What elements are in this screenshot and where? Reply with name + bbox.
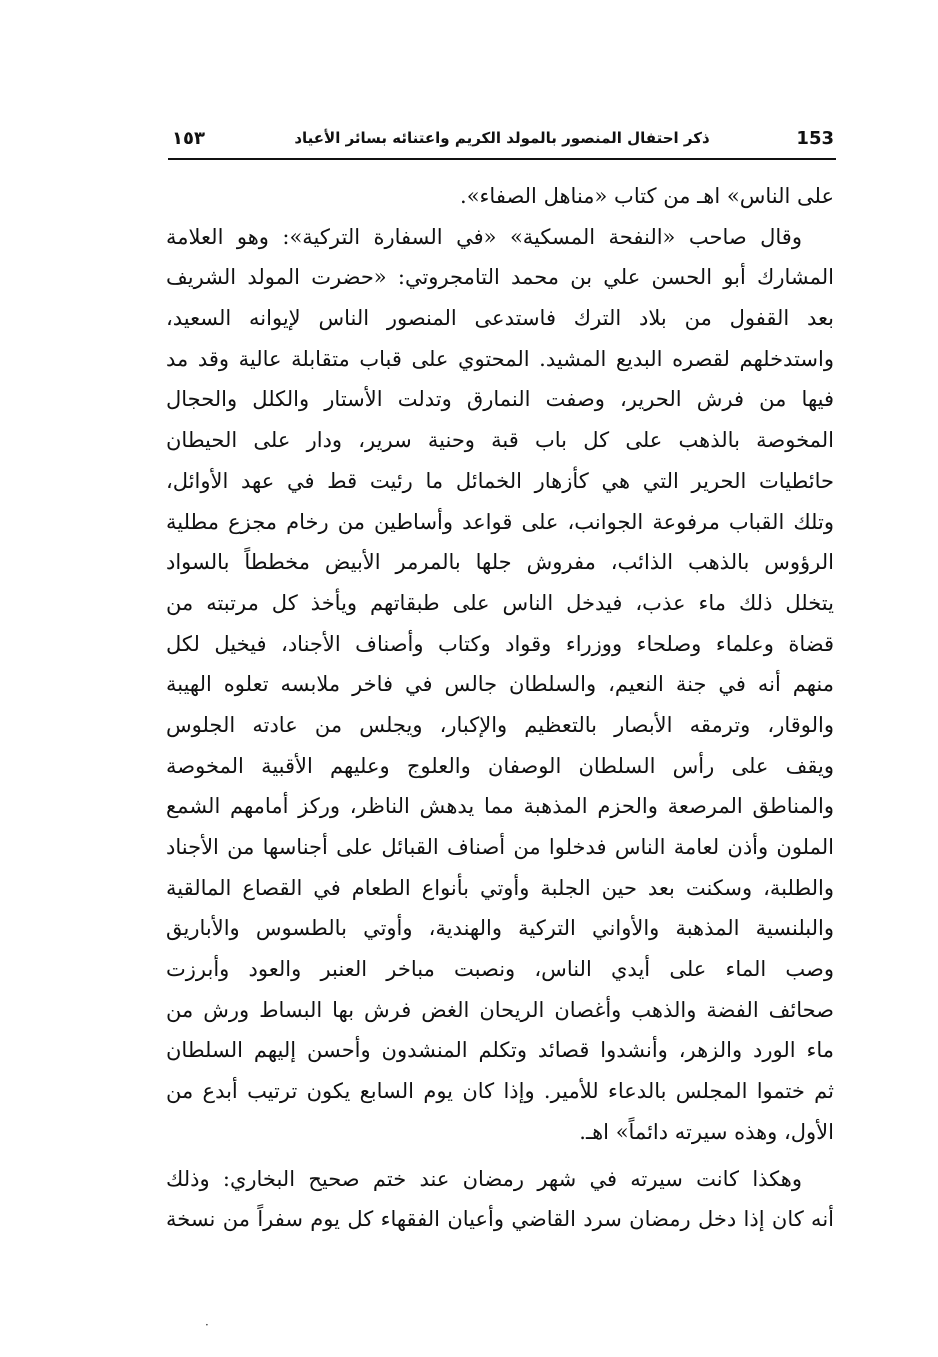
text-line: وتلك القباب مرفوعة الجوانب، على قواعد وأساطين من رخام مجزع مطلية — [166, 509, 834, 534]
text-line: والمناطق المرصعة والحزم المذهبة مما يدهش الناظر، وركز أمامهم الشمع — [166, 794, 834, 819]
text-line: فيها من فرش الحرير، وصفت النمارق وتدلت الأستار والكلل والحجال — [166, 387, 834, 412]
text-line: ثم ختموا المجلس بالدعاء للأمير. وإذا كان يوم السابع يكون ترتيب أبدع من — [166, 1079, 834, 1104]
text-line: والبلنسية المذهبة والأواني التركية والهندية، وأوتي بالطسوس والأباريق — [166, 916, 834, 941]
text-line: وهكذا كانت سيرته في شهر رمضان عند ختم صحيح البخاري: وذلك — [166, 1166, 802, 1191]
text-line: واستدخلهم لقصره البديع المشيد. المحتوي على قباب متقابلة عالية وقد مد — [166, 346, 834, 371]
text-line: المشارك أبو الحسن علي بن محمد التامجروتي: «حضرت المولد الشريف — [166, 265, 834, 290]
text-line: منهم أنه في جنة النعيم، والسلطان جالس في فاخر ملابسه تعلوه الهيبة — [166, 672, 834, 697]
text-line: وقال صاحب «النفحة المسكية» «في السفارة التركية»: وهو العلامة — [166, 224, 802, 249]
text-line: ماء الورد والزهر، وأنشدوا قصائد وتكلم المنشدون وأحسن إليهم السلطان — [166, 1038, 834, 1063]
page-number-arabic: ١٥٣ — [172, 128, 205, 149]
text-line: صحائف الفضة والذهب وأغصان الريحان الغض فرش بها البساط ورش من — [166, 997, 834, 1022]
text-line: الرؤوس بالذهب الذائب، مفروش جلها بالمرمر الأبيض مخططاً بالسواد — [166, 550, 834, 575]
running-title: ذكر احتفال المنصور بالمولد الكريم واعتنائه بسائر الأعياد — [294, 129, 710, 147]
text-line: قضاة وعلماء وصلحاء ووزراء وقواد وكتاب وأصناف الأجناد، فيخيل لكل — [166, 631, 834, 656]
text-line: والطلبة، وسكنت بعد حين الجلبة وأوتي بأنواع الطعام في القصاع المالقية — [166, 875, 834, 900]
text-line: يتخلل ذلك ماء عذب، فيدخل الناس على طبقاتهم ويأخذ كل مرتبته من — [166, 590, 834, 615]
text-line: المخوصة بالذهب على كل باب قبة وحنية سرير، ودار على الحيطان — [166, 428, 834, 453]
text-line: أنه كان إذا دخل رمضان سرد القاضي وأعيان الفقهاء كل يوم سفراً من نسخة — [166, 1207, 834, 1232]
text-line: على الناس» اهـ من كتاب «مناهل الصفاء». — [460, 184, 834, 208]
body-text — [166, 176, 834, 1240]
text-line: ويقف على رأس السلطان الوصفان والعلوج وعليهم الأقبية المخوصة — [166, 753, 834, 778]
text-line: بعد القفول من بلاد الترك فاستدعى المنصور الناس لإيوانه السعيد، — [166, 306, 834, 331]
text-line: وصب الماء على أيدي الناس، ونصبت مباخر العنبر والعود وأبرزت — [166, 957, 834, 982]
page-header — [168, 122, 836, 160]
text-line: والوقار، وترمقه الأبصار بالتعظيم والإكبار، ويجلس من عادته الجلوس — [166, 712, 834, 737]
text-line: الملون وأذن لعامة الناس فدخلوا من أصناف القبائل على أجناسها من الأجناد — [166, 835, 834, 859]
text-line: الأول، وهذه سيرته دائماً» اهـ. — [579, 1119, 834, 1144]
page-number-latin: 153 — [796, 128, 834, 149]
text-line: حائطيات الحرير التي هي كأزهار الخمائل ما رئيت قط في عهد الأوائل، — [166, 468, 834, 493]
scan-speck: · — [205, 1318, 209, 1332]
